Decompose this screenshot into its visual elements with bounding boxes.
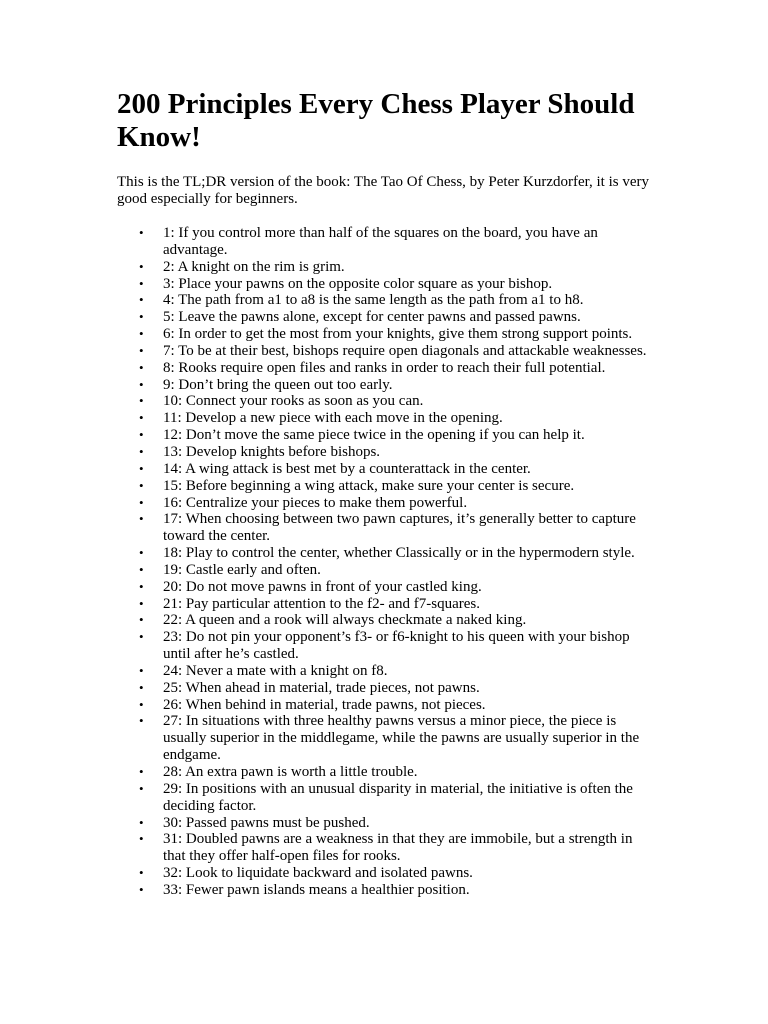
list-item — [139, 780, 657, 815]
page-title: 200 Principles Every Chess Player Should Know! — [117, 88, 635, 153]
bullet-icon: • — [139, 679, 144, 695]
principle-text: 33: Fewer pawn islands means a healthier position. — [163, 881, 470, 898]
principle-text: 14: A wing attack is best met by a counterattack in the center. — [163, 460, 531, 477]
principles-list — [117, 225, 657, 899]
bullet-icon: • — [139, 309, 144, 325]
principle-text: 1: If you control more than half of the squares on the board, you have an advantage. — [163, 225, 598, 258]
bullet-icon: • — [139, 881, 144, 897]
list-item — [139, 410, 657, 427]
principle-text: 4: The path from a1 to a8 is the same length as the path from a1 to h8. — [163, 292, 584, 309]
principle-text: 30: Passed pawns must be pushed. — [163, 814, 370, 831]
list-item — [139, 393, 657, 410]
list-item — [139, 275, 657, 293]
principle-text: 32: Look to liquidate backward and isolated pawns. — [163, 865, 473, 882]
list-item — [139, 578, 657, 596]
list-item — [139, 662, 657, 680]
bullet-icon: • — [139, 258, 144, 274]
list-item — [139, 359, 657, 377]
principle-text: 11: Develop a new piece with each move in the opening. — [163, 410, 503, 427]
bullet-icon: • — [139, 865, 144, 881]
list-item — [139, 612, 657, 629]
bullet-icon: • — [139, 696, 144, 712]
principle-text: 21: Pay particular attention to the f2- and f7-squares. — [163, 595, 480, 612]
list-item — [139, 494, 657, 512]
document-page — [117, 88, 657, 899]
list-item — [139, 460, 657, 478]
bullet-icon: • — [139, 460, 144, 476]
list-item — [139, 561, 657, 579]
bullet-icon: • — [139, 275, 144, 291]
list-item — [139, 831, 657, 865]
bullet-icon: • — [139, 342, 144, 358]
bullet-icon: • — [139, 713, 144, 729]
list-item — [139, 443, 657, 461]
principle-text: 8: Rooks require open files and ranks in order to reach their full potential. — [163, 359, 606, 376]
principle-text: 6: In order to get the most from your knights, give them strong support points. — [163, 326, 633, 343]
list-item — [139, 629, 657, 663]
list-item — [139, 258, 657, 276]
list-item — [139, 309, 657, 326]
principle-text: 2: A knight on the rim is grim. — [163, 258, 345, 275]
principle-text: 12: Don’t move the same piece twice in the opening if you can help it. — [163, 427, 585, 444]
principle-text: 18: Play to control the center, whether Classically or in the hypermodern style. — [163, 545, 635, 562]
bullet-icon: • — [139, 545, 144, 561]
bullet-icon: • — [139, 612, 144, 628]
bullet-icon: • — [139, 393, 144, 409]
principle-text: 10: Connect your rooks as soon as you can. — [163, 393, 424, 410]
principle-text: 5: Leave the pawns alone, except for center pawns and passed pawns. — [163, 309, 581, 326]
principle-text: 15: Before beginning a wing attack, make sure your center is secure. — [163, 477, 575, 494]
bullet-icon: • — [139, 410, 144, 426]
bullet-icon: • — [139, 477, 144, 493]
bullet-icon: • — [139, 326, 144, 342]
bullet-icon: • — [139, 292, 144, 308]
list-item — [139, 225, 657, 259]
list-item — [139, 814, 657, 832]
list-item — [139, 427, 657, 444]
list-item — [139, 679, 657, 697]
principle-text: 23: Do not pin your opponent’s f3- or f6-knight to his queen with your bishop until after he’s castled. — [163, 629, 630, 663]
list-item — [139, 477, 657, 495]
list-item — [139, 511, 657, 545]
list-item — [139, 545, 657, 562]
bullet-icon: • — [139, 427, 144, 443]
bullet-icon: • — [139, 494, 144, 510]
bullet-icon: • — [139, 662, 144, 678]
principle-text: 22: A queen and a rook will always checkmate a naked king. — [163, 612, 527, 629]
principle-text: 9: Don’t bring the queen out too early. — [163, 376, 393, 393]
principle-text: 19: Castle early and often. — [163, 561, 321, 578]
principle-text: 7: To be at their best, bishops require open diagonals and attackable weaknesses. — [163, 342, 647, 359]
principle-text: 13: Develop knights before bishops. — [163, 443, 381, 460]
principle-text: 16: Centralize your pieces to make them powerful. — [163, 494, 468, 511]
list-item — [139, 342, 657, 360]
bullet-icon: • — [139, 376, 144, 392]
bullet-icon: • — [139, 764, 144, 779]
list-item — [139, 292, 657, 309]
bullet-icon: • — [139, 225, 144, 240]
bullet-icon: • — [139, 443, 144, 459]
principle-text: 17: When choosing between two pawn captures, it’s generally better to capture toward the center. — [163, 511, 636, 545]
list-item — [139, 713, 657, 764]
list-item — [139, 595, 657, 613]
bullet-icon: • — [139, 831, 144, 847]
principle-text: 28: An extra pawn is worth a little trouble. — [163, 764, 418, 780]
principle-text: 25: When ahead in material, trade pieces, not pawns. — [163, 679, 480, 696]
list-item — [139, 865, 657, 882]
bullet-icon: • — [139, 814, 144, 830]
bullet-icon: • — [139, 780, 144, 796]
principle-text: 29: In positions with an unusual disparity in material, the initiative is often the deciding factor. — [163, 780, 633, 814]
list-item — [139, 764, 657, 781]
principle-text: 31: Doubled pawns are a weakness in that they are immobile, but a strength in that they offer half-open files for rooks. — [163, 831, 633, 865]
bullet-icon: • — [139, 359, 144, 375]
principle-text: 27: In situations with three healthy pawns versus a minor piece, the piece is usually superior in the middlegame, while the pawns are usually superior in the endgame. — [163, 713, 640, 764]
intro-paragraph: This is the TL;DR version of the book: The Tao Of Chess, by Peter Kurzdorfer, it is very good especially for beginners. — [117, 174, 650, 207]
list-item — [139, 881, 657, 899]
principle-text: 24: Never a mate with a knight on f8. — [163, 662, 388, 679]
bullet-icon: • — [139, 511, 144, 527]
principle-text: 26: When behind in material, trade pawns, not pieces. — [163, 696, 486, 713]
list-item — [139, 696, 657, 714]
bullet-icon: • — [139, 561, 144, 577]
principle-text: 3: Place your pawns on the opposite color square as your bishop. — [163, 275, 553, 292]
bullet-icon: • — [139, 595, 144, 611]
list-item — [139, 326, 657, 343]
bullet-icon: • — [139, 629, 144, 645]
principle-text: 20: Do not move pawns in front of your castled king. — [163, 578, 482, 595]
bullet-icon: • — [139, 578, 144, 594]
list-item — [139, 376, 657, 394]
